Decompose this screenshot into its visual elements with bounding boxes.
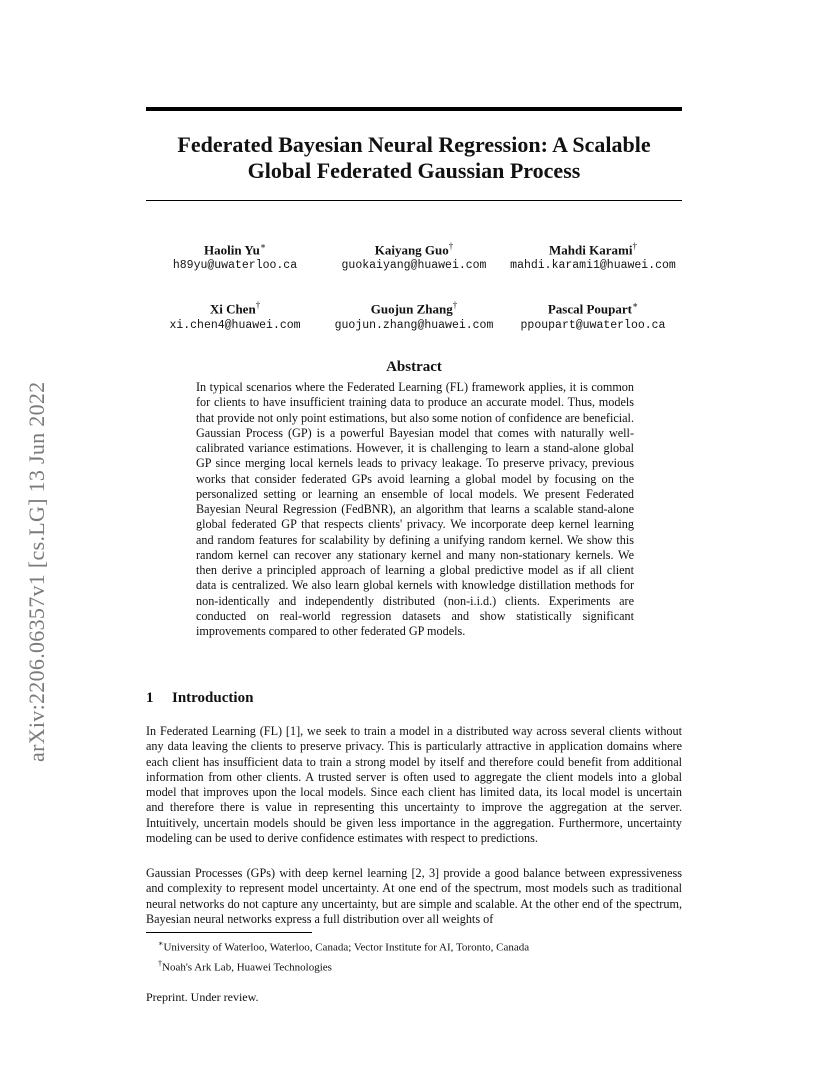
author-email[interactable]: mahdi.karami1@huawei.com	[510, 259, 676, 273]
paragraph: In Federated Learning (FL) [1], we seek to train a model in a distributed way across several clients without any data leaving the clients to preserve privacy. This is particularly attractive in application domains where each client has insufficient data to train a strong model by itself and therefore could benefit from additional information from other clients. A trusted server is often used to aggregate the client models into a global model that improves upon the local models. Since each client has limited data, its local model is uncertain and therefore there is value in representing this uncertainty to improve the aggregation at the server. Intuitively, uncertain models should be given less importance in the aggregation. Furthermore, uncertainty modeling can be used to derive confidence estimates with respect to predictions.	[146, 724, 682, 845]
title-bottom-rule	[146, 200, 682, 201]
author	[504, 238, 682, 274]
author-email[interactable]: h89yu@uwaterloo.ca	[172, 259, 298, 273]
paper-title: Federated Bayesian Neural Regression: A Scalable Global Federated Gaussian Process	[177, 132, 651, 183]
author-email[interactable]: xi.chen4@huawei.com	[169, 318, 301, 332]
author-email[interactable]: guokaiyang@huawei.com	[341, 259, 487, 273]
title-top-rule	[146, 107, 682, 111]
section-heading-introduction	[146, 690, 682, 707]
affiliation-mark: †	[448, 241, 454, 251]
author-row	[146, 238, 682, 274]
author-email[interactable]: ppoupart@uwaterloo.ca	[520, 318, 666, 332]
footnote: ∗University of Waterloo, Waterloo, Canada; Vector Institute for AI, Toronto, Canada	[158, 939, 530, 954]
abstract-text: In typical scenarios where the Federated Learning (FL) framework applies, it is common for clients to have insufficient training data to produce an accurate model. Thus, models that provide not only point estimations, but also some notion of confidence are beneficial. Gaussian Process (GP) is a powerful Bayesian model that comes with naturally well-calibrated variance estimations. However, it is challenging to learn a stand-alone global GP since merging local kernels leads to privacy leakage. To preserve privacy, previous works that consider federated GPs avoid learning a global model by focusing on the personalized setting or learning an ensemble of local models. We present Federated Bayesian Neural Regression (FedBNR), an algorithm that learns a scalable stand-alone global federated GP that respects clients' privacy. We incorporate deep kernel learning and random features for scalability by defining a unifying random kernel. We show this random kernel can recover any stationary kernel and many non-stationary kernels. We then derive a principled approach of learning a global predictive model as if all client data is centralized. We also learn global kernels with knowledge distillation methods for non-identically and independently distributed (non-i.i.d.) clients. Experiments are conducted on real-world regression datasets and show statistically significant improvements compared to other federated GP models.	[196, 380, 634, 638]
footnote-rule	[146, 932, 312, 933]
affiliation-mark: †	[632, 241, 637, 251]
abstract-heading: Abstract	[386, 359, 442, 375]
section-title: Introduction	[172, 690, 254, 706]
author-name: Mahdi Karami†	[549, 241, 637, 258]
affiliation-mark: ∗	[259, 241, 266, 251]
author	[146, 297, 324, 333]
footnote: †Noah's Ark Lab, Huawei Technologies	[158, 958, 332, 974]
author-row	[146, 297, 682, 333]
footnotes	[158, 936, 682, 975]
author-block	[146, 238, 682, 357]
paragraph: Gaussian Processes (GPs) with deep kernel learning [2, 3] provide a good balance between expressiveness and complexity to represent model uncertainty. At one end of the spectrum, most models such as traditional neural networks do not capture any uncertainty, but are simple and scalable. At the other end of the spectrum, Bayesian neural networks express a full distribution over all weights of	[146, 866, 682, 926]
author	[504, 297, 682, 333]
author	[325, 238, 503, 274]
affiliation-mark: †	[452, 300, 458, 311]
footnote-mark: †	[158, 958, 162, 968]
arxiv-identifier: arXiv:2206.06357v1 [cs.LG] 13 Jun 2022	[24, 381, 49, 762]
affiliation-mark: ∗	[632, 300, 639, 311]
author-name: Pascal Poupart∗	[547, 300, 639, 317]
footnote-mark: ∗	[158, 939, 164, 948]
affiliation-mark: †	[255, 300, 261, 311]
preprint-notice: Preprint. Under review.	[146, 990, 259, 1004]
author-name: Haolin Yu∗	[204, 241, 266, 258]
author	[325, 297, 503, 333]
author	[146, 238, 324, 274]
section-number: 1	[146, 690, 154, 706]
author-name: Xi Chen†	[209, 300, 261, 317]
author-email[interactable]: guojun.zhang@huawei.com	[334, 318, 494, 332]
author-name: Kaiyang Guo†	[374, 241, 454, 258]
author-name: Guojun Zhang†	[370, 300, 458, 317]
